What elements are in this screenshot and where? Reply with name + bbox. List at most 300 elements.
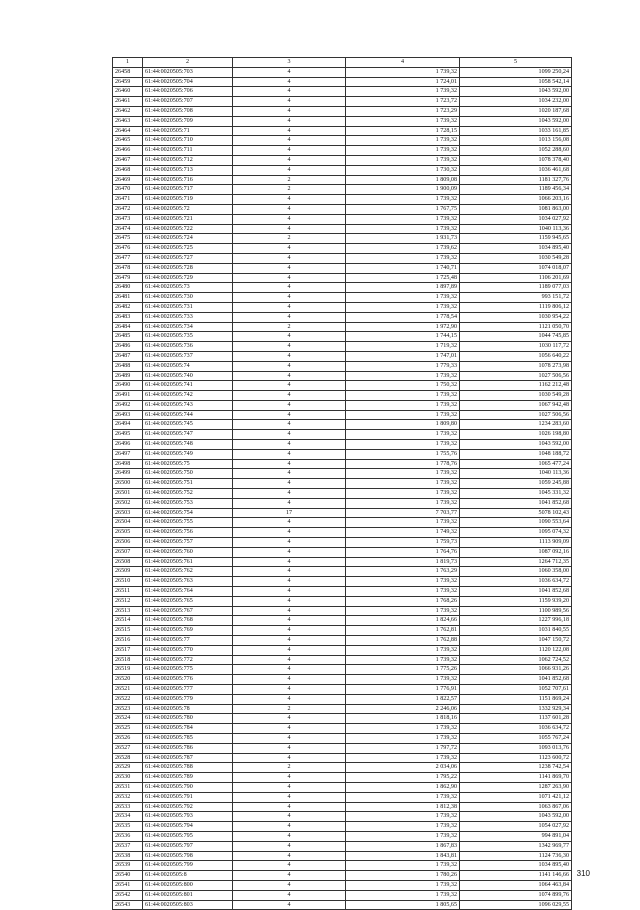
area-cell: 1 739,32 xyxy=(346,587,460,597)
value-cell: 1041 852,68 xyxy=(460,587,572,597)
cadastral-number-cell: 61:44:0020505:787 xyxy=(143,753,233,763)
row-index-cell: 26499 xyxy=(113,469,143,479)
area-cell: 1 843,81 xyxy=(346,851,460,861)
cadastral-number-cell: 61:44:0020505:713 xyxy=(143,165,233,175)
value-cell: 1332 929,34 xyxy=(460,704,572,714)
count-cell: 4 xyxy=(233,332,346,342)
value-cell: 1063 867,06 xyxy=(460,802,572,812)
row-index-cell: 26481 xyxy=(113,293,143,303)
value-cell: 1027 506,56 xyxy=(460,410,572,420)
value-cell: 1030 549,28 xyxy=(460,253,572,263)
value-cell: 1036 634,72 xyxy=(460,577,572,587)
area-cell: 1 739,32 xyxy=(346,440,460,450)
area-cell: 1 763,29 xyxy=(346,567,460,577)
table-row xyxy=(113,841,572,851)
cadastral-number-cell: 61:44:0020505:777 xyxy=(143,685,233,695)
count-cell: 4 xyxy=(233,155,346,165)
cadastral-number-cell: 61:44:0020505:728 xyxy=(143,263,233,273)
row-index-cell: 26515 xyxy=(113,626,143,636)
count-cell: 4 xyxy=(233,675,346,685)
count-cell: 4 xyxy=(233,851,346,861)
count-cell: 4 xyxy=(233,283,346,293)
table-row xyxy=(113,459,572,469)
count-cell: 4 xyxy=(233,782,346,792)
count-cell: 4 xyxy=(233,861,346,871)
table-row xyxy=(113,538,572,548)
table-row xyxy=(113,567,572,577)
area-cell: 1 739,32 xyxy=(346,469,460,479)
row-index-cell: 26529 xyxy=(113,763,143,773)
count-cell: 4 xyxy=(233,547,346,557)
table-row xyxy=(113,714,572,724)
table-row xyxy=(113,283,572,293)
area-cell: 1 776,91 xyxy=(346,685,460,695)
count-cell: 2 xyxy=(233,175,346,185)
cadastral-number-cell: 61:44:0020505:797 xyxy=(143,841,233,851)
area-cell: 1 730,32 xyxy=(346,165,460,175)
table-row xyxy=(113,97,572,107)
count-cell: 4 xyxy=(233,773,346,783)
area-cell: 1 931,73 xyxy=(346,234,460,244)
table-row xyxy=(113,204,572,214)
area-cell: 1 778,54 xyxy=(346,312,460,322)
row-index-cell: 26490 xyxy=(113,381,143,391)
value-cell: 1238 742,54 xyxy=(460,763,572,773)
table-row xyxy=(113,880,572,890)
table-row xyxy=(113,116,572,126)
value-cell: 1100 989,56 xyxy=(460,606,572,616)
table-row xyxy=(113,636,572,646)
row-index-cell: 26511 xyxy=(113,587,143,597)
row-index-cell: 26480 xyxy=(113,283,143,293)
area-cell: 1 723,29 xyxy=(346,106,460,116)
value-cell: 1342 969,77 xyxy=(460,841,572,851)
count-cell: 4 xyxy=(233,538,346,548)
count-cell: 4 xyxy=(233,165,346,175)
table-row xyxy=(113,792,572,802)
value-cell: 1043 592,00 xyxy=(460,116,572,126)
row-index-cell: 26514 xyxy=(113,616,143,626)
row-index-cell: 26539 xyxy=(113,861,143,871)
cadastral-number-cell: 61:44:0020505:785 xyxy=(143,733,233,743)
cadastral-number-cell: 61:44:0020505:803 xyxy=(143,900,233,910)
value-cell: 1106 201,69 xyxy=(460,273,572,283)
area-cell: 1 972,90 xyxy=(346,322,460,332)
cadastral-number-cell: 61:44:0020505:708 xyxy=(143,106,233,116)
row-index-cell: 26500 xyxy=(113,479,143,489)
table-row xyxy=(113,498,572,508)
header-row xyxy=(113,58,572,68)
cadastral-number-cell: 61:44:0020505:795 xyxy=(143,831,233,841)
cadastral-number-cell: 61:44:0020505:740 xyxy=(143,371,233,381)
table-row xyxy=(113,234,572,244)
cadastral-number-cell: 61:44:0020505:770 xyxy=(143,645,233,655)
area-cell: 1 739,62 xyxy=(346,244,460,254)
count-cell: 4 xyxy=(233,567,346,577)
value-cell: 1043 592,00 xyxy=(460,87,572,97)
row-index-cell: 26464 xyxy=(113,126,143,136)
count-cell: 4 xyxy=(233,391,346,401)
cadastral-number-cell: 61:44:0020505:776 xyxy=(143,675,233,685)
cadastral-number-cell: 61:44:0020505:707 xyxy=(143,97,233,107)
value-cell: 1159 939,20 xyxy=(460,596,572,606)
table-row xyxy=(113,655,572,665)
cadastral-number-cell: 61:44:0020505:768 xyxy=(143,616,233,626)
count-cell: 2 xyxy=(233,763,346,773)
count-cell: 4 xyxy=(233,724,346,734)
table-row xyxy=(113,469,572,479)
row-index-cell: 26489 xyxy=(113,371,143,381)
count-cell: 4 xyxy=(233,831,346,841)
cadastral-number-cell: 61:44:0020505:744 xyxy=(143,410,233,420)
cadastral-number-cell: 61:44:0020505:764 xyxy=(143,587,233,597)
count-cell: 4 xyxy=(233,449,346,459)
value-cell: 1189 456,34 xyxy=(460,185,572,195)
cadastral-number-cell: 61:44:0020505:765 xyxy=(143,596,233,606)
value-cell: 1060 358,00 xyxy=(460,567,572,577)
area-cell: 1 795,22 xyxy=(346,773,460,783)
row-index-cell: 26462 xyxy=(113,106,143,116)
count-cell: 4 xyxy=(233,302,346,312)
count-cell: 4 xyxy=(233,146,346,156)
count-cell: 4 xyxy=(233,361,346,371)
area-cell: 1 739,32 xyxy=(346,195,460,205)
area-cell: 1 739,32 xyxy=(346,87,460,97)
row-index-cell: 26505 xyxy=(113,528,143,538)
row-index-cell: 26461 xyxy=(113,97,143,107)
count-cell: 4 xyxy=(233,871,346,881)
area-cell: 1 739,32 xyxy=(346,812,460,822)
table-row xyxy=(113,704,572,714)
cadastral-number-cell: 61:44:0020505:78 xyxy=(143,704,233,714)
table-row xyxy=(113,175,572,185)
row-index-cell: 26530 xyxy=(113,773,143,783)
table-row xyxy=(113,675,572,685)
area-cell: 1 739,32 xyxy=(346,890,460,900)
area-cell: 1 778,76 xyxy=(346,459,460,469)
count-cell: 4 xyxy=(233,87,346,97)
value-cell: 993 151,72 xyxy=(460,293,572,303)
row-index-cell: 26534 xyxy=(113,812,143,822)
count-cell: 4 xyxy=(233,528,346,538)
cadastral-number-cell: 61:44:0020505:72 xyxy=(143,204,233,214)
value-cell: 1067 942,48 xyxy=(460,400,572,410)
area-cell: 1 862,90 xyxy=(346,782,460,792)
value-cell: 1059 245,88 xyxy=(460,479,572,489)
row-index-cell: 26532 xyxy=(113,792,143,802)
row-index-cell: 26466 xyxy=(113,146,143,156)
cadastral-number-cell: 61:44:0020505:741 xyxy=(143,381,233,391)
cadastral-number-cell: 61:44:0020505:769 xyxy=(143,626,233,636)
area-cell: 1 768,26 xyxy=(346,596,460,606)
table-row xyxy=(113,685,572,695)
value-cell: 1056 640,22 xyxy=(460,351,572,361)
count-cell: 4 xyxy=(233,214,346,224)
area-cell: 7 703,77 xyxy=(346,508,460,518)
table-row xyxy=(113,77,572,87)
area-cell: 1 739,32 xyxy=(346,155,460,165)
count-cell: 4 xyxy=(233,880,346,890)
cadastral-number-cell: 61:44:0020505:754 xyxy=(143,508,233,518)
table-row xyxy=(113,87,572,97)
area-cell: 1 739,32 xyxy=(346,880,460,890)
area-cell: 1 867,83 xyxy=(346,841,460,851)
value-cell: 1041 852,68 xyxy=(460,675,572,685)
cadastral-number-cell: 61:44:0020505:733 xyxy=(143,312,233,322)
data-table xyxy=(112,57,572,910)
count-cell: 4 xyxy=(233,312,346,322)
cadastral-number-cell: 61:44:0020505:756 xyxy=(143,528,233,538)
table-row xyxy=(113,557,572,567)
cadastral-number-cell: 61:44:0020505:74 xyxy=(143,361,233,371)
cadastral-number-cell: 61:44:0020505:743 xyxy=(143,400,233,410)
area-cell: 1 739,32 xyxy=(346,831,460,841)
area-cell: 1 723,72 xyxy=(346,97,460,107)
cadastral-number-cell: 61:44:0020505:703 xyxy=(143,67,233,77)
count-cell: 4 xyxy=(233,792,346,802)
count-cell: 4 xyxy=(233,371,346,381)
cadastral-number-cell: 61:44:0020505:790 xyxy=(143,782,233,792)
row-index-cell: 26512 xyxy=(113,596,143,606)
table-row xyxy=(113,596,572,606)
cadastral-number-cell: 61:44:0020505:729 xyxy=(143,273,233,283)
row-index-cell: 26470 xyxy=(113,185,143,195)
area-cell: 1 739,32 xyxy=(346,792,460,802)
value-cell: 1052 707,61 xyxy=(460,685,572,695)
table-row xyxy=(113,371,572,381)
table-row xyxy=(113,782,572,792)
area-cell: 1 900,09 xyxy=(346,185,460,195)
count-cell: 4 xyxy=(233,812,346,822)
row-index-cell: 26478 xyxy=(113,263,143,273)
count-cell: 4 xyxy=(233,126,346,136)
cadastral-number-cell: 61:44:0020505:742 xyxy=(143,391,233,401)
area-cell: 1 739,32 xyxy=(346,822,460,832)
cadastral-number-cell: 61:44:0020505:725 xyxy=(143,244,233,254)
table-row xyxy=(113,302,572,312)
count-cell: 4 xyxy=(233,685,346,695)
area-cell: 1 775,26 xyxy=(346,665,460,675)
column-header-1: 1 xyxy=(113,58,143,68)
value-cell: 1054 027,92 xyxy=(460,822,572,832)
area-cell: 1 750,32 xyxy=(346,381,460,391)
table-row xyxy=(113,733,572,743)
table-row xyxy=(113,351,572,361)
table-row xyxy=(113,214,572,224)
row-index-cell: 26486 xyxy=(113,342,143,352)
table-row xyxy=(113,763,572,773)
row-index-cell: 26523 xyxy=(113,704,143,714)
value-cell: 1043 592,00 xyxy=(460,440,572,450)
area-cell: 1 739,32 xyxy=(346,675,460,685)
area-cell: 1 739,32 xyxy=(346,489,460,499)
row-index-cell: 26504 xyxy=(113,518,143,528)
page-number: 310 xyxy=(576,869,590,878)
row-index-cell: 26502 xyxy=(113,498,143,508)
value-cell: 1047 150,72 xyxy=(460,636,572,646)
area-cell: 1 822,57 xyxy=(346,694,460,704)
value-cell: 1030 954,22 xyxy=(460,312,572,322)
row-index-cell: 26465 xyxy=(113,136,143,146)
value-cell: 1121 050,70 xyxy=(460,322,572,332)
area-cell: 1 739,32 xyxy=(346,391,460,401)
table-row xyxy=(113,753,572,763)
cadastral-number-cell: 61:44:0020505:704 xyxy=(143,77,233,87)
table-row xyxy=(113,861,572,871)
cadastral-number-cell: 61:44:0020505:709 xyxy=(143,116,233,126)
value-cell: 1036 634,72 xyxy=(460,724,572,734)
table-row xyxy=(113,253,572,263)
value-cell: 1087 092,16 xyxy=(460,547,572,557)
area-cell: 1 755,76 xyxy=(346,449,460,459)
area-cell: 1 797,72 xyxy=(346,743,460,753)
row-index-cell: 26485 xyxy=(113,332,143,342)
value-cell: 1034 895,40 xyxy=(460,861,572,871)
table-row xyxy=(113,479,572,489)
row-index-cell: 26540 xyxy=(113,871,143,881)
count-cell: 4 xyxy=(233,665,346,675)
value-cell: 1113 909,09 xyxy=(460,538,572,548)
count-cell: 4 xyxy=(233,253,346,263)
area-cell: 1 739,32 xyxy=(346,645,460,655)
area-cell: 1 739,32 xyxy=(346,724,460,734)
area-cell: 1 728,15 xyxy=(346,126,460,136)
table-row xyxy=(113,322,572,332)
cadastral-number-cell: 61:44:0020505:736 xyxy=(143,342,233,352)
row-index-cell: 26506 xyxy=(113,538,143,548)
value-cell: 1052 288,60 xyxy=(460,146,572,156)
row-index-cell: 26531 xyxy=(113,782,143,792)
table-row xyxy=(113,626,572,636)
table-row xyxy=(113,508,572,518)
value-cell: 1064 463,84 xyxy=(460,880,572,890)
table-row xyxy=(113,146,572,156)
table-row xyxy=(113,185,572,195)
cadastral-number-cell: 61:44:0020505:772 xyxy=(143,655,233,665)
cadastral-number-cell: 61:44:0020505:712 xyxy=(143,155,233,165)
area-cell: 1 744,15 xyxy=(346,332,460,342)
value-cell: 1062 724,52 xyxy=(460,655,572,665)
table-row xyxy=(113,773,572,783)
row-index-cell: 26518 xyxy=(113,655,143,665)
table-row xyxy=(113,831,572,841)
area-cell: 1 739,32 xyxy=(346,577,460,587)
cadastral-number-cell: 61:44:0020505:749 xyxy=(143,449,233,459)
cadastral-number-cell: 61:44:0020505:724 xyxy=(143,234,233,244)
area-cell: 1 809,80 xyxy=(346,420,460,430)
row-index-cell: 26476 xyxy=(113,244,143,254)
cadastral-number-cell: 61:44:0020505:734 xyxy=(143,322,233,332)
count-cell: 4 xyxy=(233,136,346,146)
count-cell: 4 xyxy=(233,636,346,646)
area-cell: 1 739,32 xyxy=(346,430,460,440)
count-cell: 4 xyxy=(233,900,346,910)
cadastral-number-cell: 61:44:0020505:793 xyxy=(143,812,233,822)
value-cell: 1078 273,98 xyxy=(460,361,572,371)
value-cell: 1120 122,08 xyxy=(460,645,572,655)
count-cell: 4 xyxy=(233,106,346,116)
row-index-cell: 26517 xyxy=(113,645,143,655)
area-cell: 1 724,01 xyxy=(346,77,460,87)
row-index-cell: 26467 xyxy=(113,155,143,165)
value-cell: 1034 232,00 xyxy=(460,97,572,107)
row-index-cell: 26541 xyxy=(113,880,143,890)
value-cell: 1055 767,24 xyxy=(460,733,572,743)
value-cell: 1030 117,72 xyxy=(460,342,572,352)
column-header-4: 4 xyxy=(346,58,460,68)
count-cell: 4 xyxy=(233,351,346,361)
table-row xyxy=(113,400,572,410)
cadastral-number-cell: 61:44:0020505:760 xyxy=(143,547,233,557)
count-cell: 4 xyxy=(233,244,346,254)
row-index-cell: 26474 xyxy=(113,224,143,234)
cadastral-number-cell: 61:44:0020505:801 xyxy=(143,890,233,900)
cadastral-number-cell: 61:44:0020505:775 xyxy=(143,665,233,675)
area-cell: 1 818,16 xyxy=(346,714,460,724)
value-cell: 1141 869,70 xyxy=(460,773,572,783)
row-index-cell: 26458 xyxy=(113,67,143,77)
row-index-cell: 26521 xyxy=(113,685,143,695)
cadastral-number-cell: 61:44:0020505:722 xyxy=(143,224,233,234)
area-cell: 1 762,81 xyxy=(346,626,460,636)
cadastral-number-cell: 61:44:0020505:799 xyxy=(143,861,233,871)
row-index-cell: 26479 xyxy=(113,273,143,283)
cadastral-number-cell: 61:44:0020505:735 xyxy=(143,332,233,342)
area-cell: 1 739,32 xyxy=(346,253,460,263)
area-cell: 1 780,26 xyxy=(346,871,460,881)
area-cell: 1 739,32 xyxy=(346,606,460,616)
row-index-cell: 26543 xyxy=(113,900,143,910)
area-cell: 1 764,76 xyxy=(346,547,460,557)
row-index-cell: 26482 xyxy=(113,302,143,312)
area-cell: 1 739,32 xyxy=(346,733,460,743)
area-cell: 1 739,32 xyxy=(346,371,460,381)
cadastral-number-cell: 61:44:0020505:786 xyxy=(143,743,233,753)
cadastral-number-cell: 61:44:0020505:719 xyxy=(143,195,233,205)
column-header-5: 5 xyxy=(460,58,572,68)
count-cell: 4 xyxy=(233,440,346,450)
cadastral-number-cell: 61:44:0020505:800 xyxy=(143,880,233,890)
count-cell: 4 xyxy=(233,479,346,489)
table-row xyxy=(113,224,572,234)
row-index-cell: 26528 xyxy=(113,753,143,763)
value-cell: 1040 113,36 xyxy=(460,469,572,479)
value-cell: 1090 553,64 xyxy=(460,518,572,528)
value-cell: 1141 146,66 xyxy=(460,871,572,881)
area-cell: 1 739,32 xyxy=(346,400,460,410)
row-index-cell: 26526 xyxy=(113,733,143,743)
area-cell: 1 739,32 xyxy=(346,518,460,528)
table-row xyxy=(113,381,572,391)
row-index-cell: 26527 xyxy=(113,743,143,753)
value-cell: 1096 029,55 xyxy=(460,900,572,910)
cadastral-number-cell: 61:44:0020505:779 xyxy=(143,694,233,704)
count-cell: 4 xyxy=(233,694,346,704)
row-index-cell: 26503 xyxy=(113,508,143,518)
value-cell: 1234 283,60 xyxy=(460,420,572,430)
count-cell: 4 xyxy=(233,342,346,352)
area-cell: 1 897,89 xyxy=(346,283,460,293)
table-row xyxy=(113,106,572,116)
value-cell: 1074 899,76 xyxy=(460,890,572,900)
value-cell: 1159 945,65 xyxy=(460,234,572,244)
value-cell: 1093 013,76 xyxy=(460,743,572,753)
count-cell: 4 xyxy=(233,381,346,391)
row-index-cell: 26535 xyxy=(113,822,143,832)
count-cell: 4 xyxy=(233,273,346,283)
area-cell: 1 739,32 xyxy=(346,224,460,234)
table-row xyxy=(113,136,572,146)
